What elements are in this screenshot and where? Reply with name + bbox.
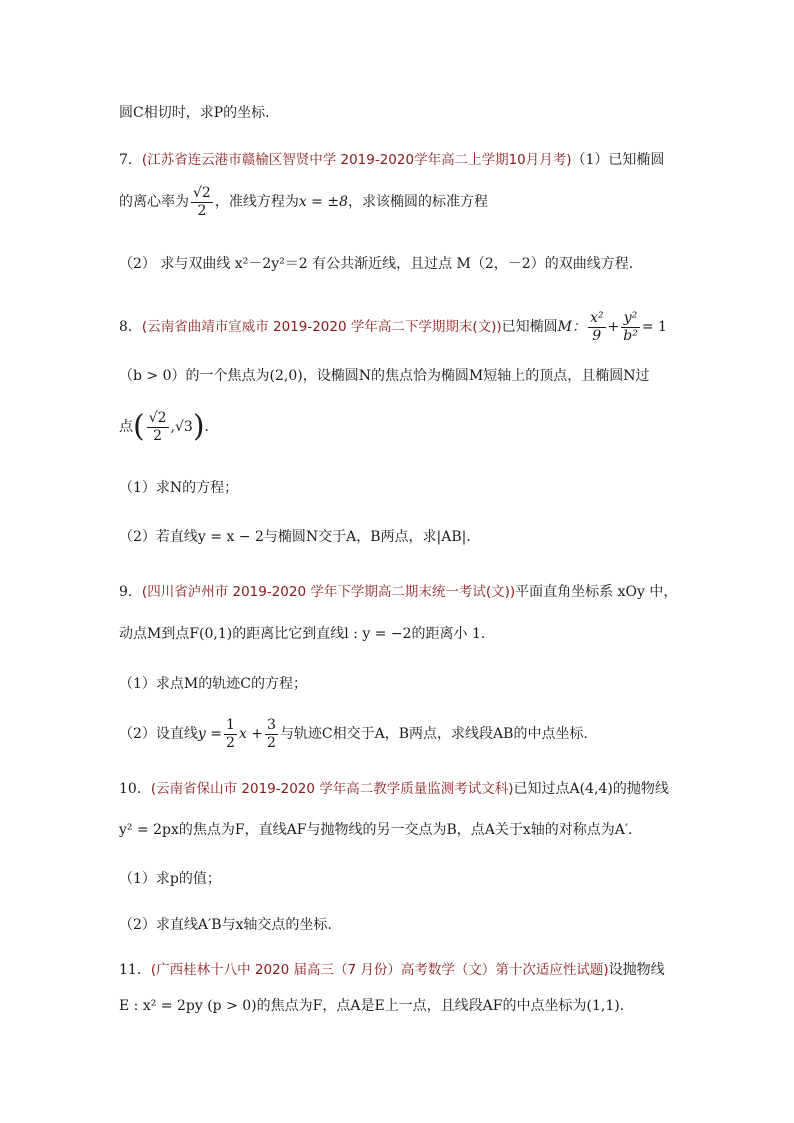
q8-point-label: 点 xyxy=(119,419,133,435)
frac-denominator: 2 xyxy=(197,202,207,219)
fraction-three-halves xyxy=(265,717,278,752)
q8-sub1 xyxy=(119,478,238,498)
fraction-y2-over-b2 xyxy=(621,310,640,345)
q9-sub1 xyxy=(119,674,307,694)
q10-sub2 xyxy=(119,915,332,935)
period: ． xyxy=(204,419,219,435)
q7-ask: ，求该椭圆的标准方程 xyxy=(348,194,488,210)
q10-source: (云南省保山市 2019-2020 学年高二教学质量监测考试文科) xyxy=(150,781,514,797)
q11-number: 11． xyxy=(119,962,151,978)
q8-line3 xyxy=(119,404,219,450)
q7-number: 7． xyxy=(119,152,142,168)
q7-line1 xyxy=(119,150,664,170)
q8-source: (云南省曲靖市宣威市 2019-2020 学年高二下学期期末(文)) xyxy=(141,319,502,335)
q11-line1 xyxy=(119,960,665,980)
q9-number: 9． xyxy=(119,584,142,600)
q10-line2 xyxy=(119,820,633,840)
q9-sub2 xyxy=(119,713,588,755)
q9-line2 xyxy=(119,624,485,644)
q10-number: 10． xyxy=(119,781,151,797)
q8-line2 xyxy=(119,366,650,386)
q10-part1: （1）求p的值； xyxy=(119,871,221,887)
q9-part2-text: 与轨迹C相交于A，B两点，求线段AB的中点坐标. xyxy=(279,726,588,742)
frac-denominator: 9 xyxy=(592,327,602,344)
q8-part2: （2）若直线y = x − 2与椭圆N交于A，B两点，求|AB|． xyxy=(119,529,481,545)
q9-part1: （1）求点M的轨迹C的方程； xyxy=(119,676,307,692)
x-plus: x + xyxy=(238,726,264,742)
q10-line1 xyxy=(119,779,669,799)
q8-number: 8． xyxy=(119,319,142,335)
frac-denominator: 2 xyxy=(153,427,163,444)
q8-text: 已知椭圆 xyxy=(501,319,558,335)
q7-directrix-label: ，准线方程为 xyxy=(214,194,299,210)
frac-denominator: b² xyxy=(623,327,638,344)
frac-denominator: 2 xyxy=(267,734,276,751)
frac-denominator: 2 xyxy=(226,734,235,751)
left-paren: ( xyxy=(133,409,145,444)
text-l0: 圆C相切时，求P的坐标． xyxy=(119,105,280,121)
continued-text xyxy=(119,103,279,123)
q8-line1 xyxy=(119,307,667,347)
q11-source: (广西桂林十八中 2020 届高三（7 月份）高考数学（文）第十次适应性试题) xyxy=(150,962,609,978)
q8-sub2 xyxy=(119,527,480,547)
q9-line1 xyxy=(119,582,677,602)
frac-numerator: y² xyxy=(621,310,640,328)
q9-part2-label: （2）设直线 xyxy=(119,726,198,742)
y-equals: y = xyxy=(197,726,223,742)
frac-numerator: x² xyxy=(590,309,604,326)
q9-text: 平面直角坐标系 xOy 中， xyxy=(515,584,678,600)
q8-ellipse-name: M： xyxy=(557,319,586,335)
q7-source: (江苏省连云港市赣榆区智贤中学 2019-2020学年高二上学期10月月考) xyxy=(141,152,572,168)
right-paren: ) xyxy=(192,409,205,444)
q11-text: 设抛物线 xyxy=(608,962,665,978)
q9-source: (四川省泸州市 2019-2020 学年下学期高二期末统一考试(文)) xyxy=(141,584,516,600)
q10-text: 已知过点A(4,4)的抛物线 xyxy=(513,781,669,797)
fraction-sqrt2-over-2 xyxy=(191,185,213,220)
q10-part2: （2）求直线A′B与x轴交点的坐标. xyxy=(119,917,332,933)
point-y: ,√3 xyxy=(170,419,193,435)
plus-sign: + xyxy=(607,319,620,335)
fraction-x2-over-9 xyxy=(588,310,606,345)
q11-line2 xyxy=(119,996,624,1016)
fraction-sqrt2-over-2 xyxy=(147,410,169,445)
q9-distance-text: 动点M到点F(0,1)的距离比它到直线l : y = −2的距离小 1. xyxy=(119,626,486,642)
q10-parabola-text: y² = 2px的焦点为F，直线AF与抛物线的另一交点为B，点A关于x轴的对称点为A′. xyxy=(119,822,633,838)
frac-numerator: √2 xyxy=(148,409,167,426)
frac-numerator: √2 xyxy=(193,184,211,201)
equals-one: = 1 xyxy=(641,319,667,335)
frac-numerator: 1 xyxy=(226,716,235,733)
fraction-one-half xyxy=(224,717,237,752)
q7-part2: （2） 求与双曲线 x²－2y²＝2 有公共渐近线，且过点 M（2，－2）的双曲线方程． xyxy=(119,256,643,272)
q8-focus-text: （b > 0）的一个焦点为(2,0)，设椭圆N的焦点恰为椭圆M短轴上的顶点，且椭圆N过 xyxy=(119,368,650,384)
q8-part1: （1）求N的方程； xyxy=(119,480,239,496)
q10-sub1 xyxy=(119,869,221,889)
q7-text: （1）已知椭圆 xyxy=(571,152,665,168)
frac-numerator: 3 xyxy=(267,716,276,733)
q7-eccentricity-label: 的离心率为 xyxy=(119,194,189,210)
q7-line2 xyxy=(119,182,488,222)
q7-line3 xyxy=(119,254,643,274)
q7-directrix-eq: x = ±8 xyxy=(298,194,348,210)
q11-parabola-text: E : x² = 2py (p > 0)的焦点为F，点A是E上一点，且线段AF的中点坐标为(1,1). xyxy=(119,998,625,1014)
